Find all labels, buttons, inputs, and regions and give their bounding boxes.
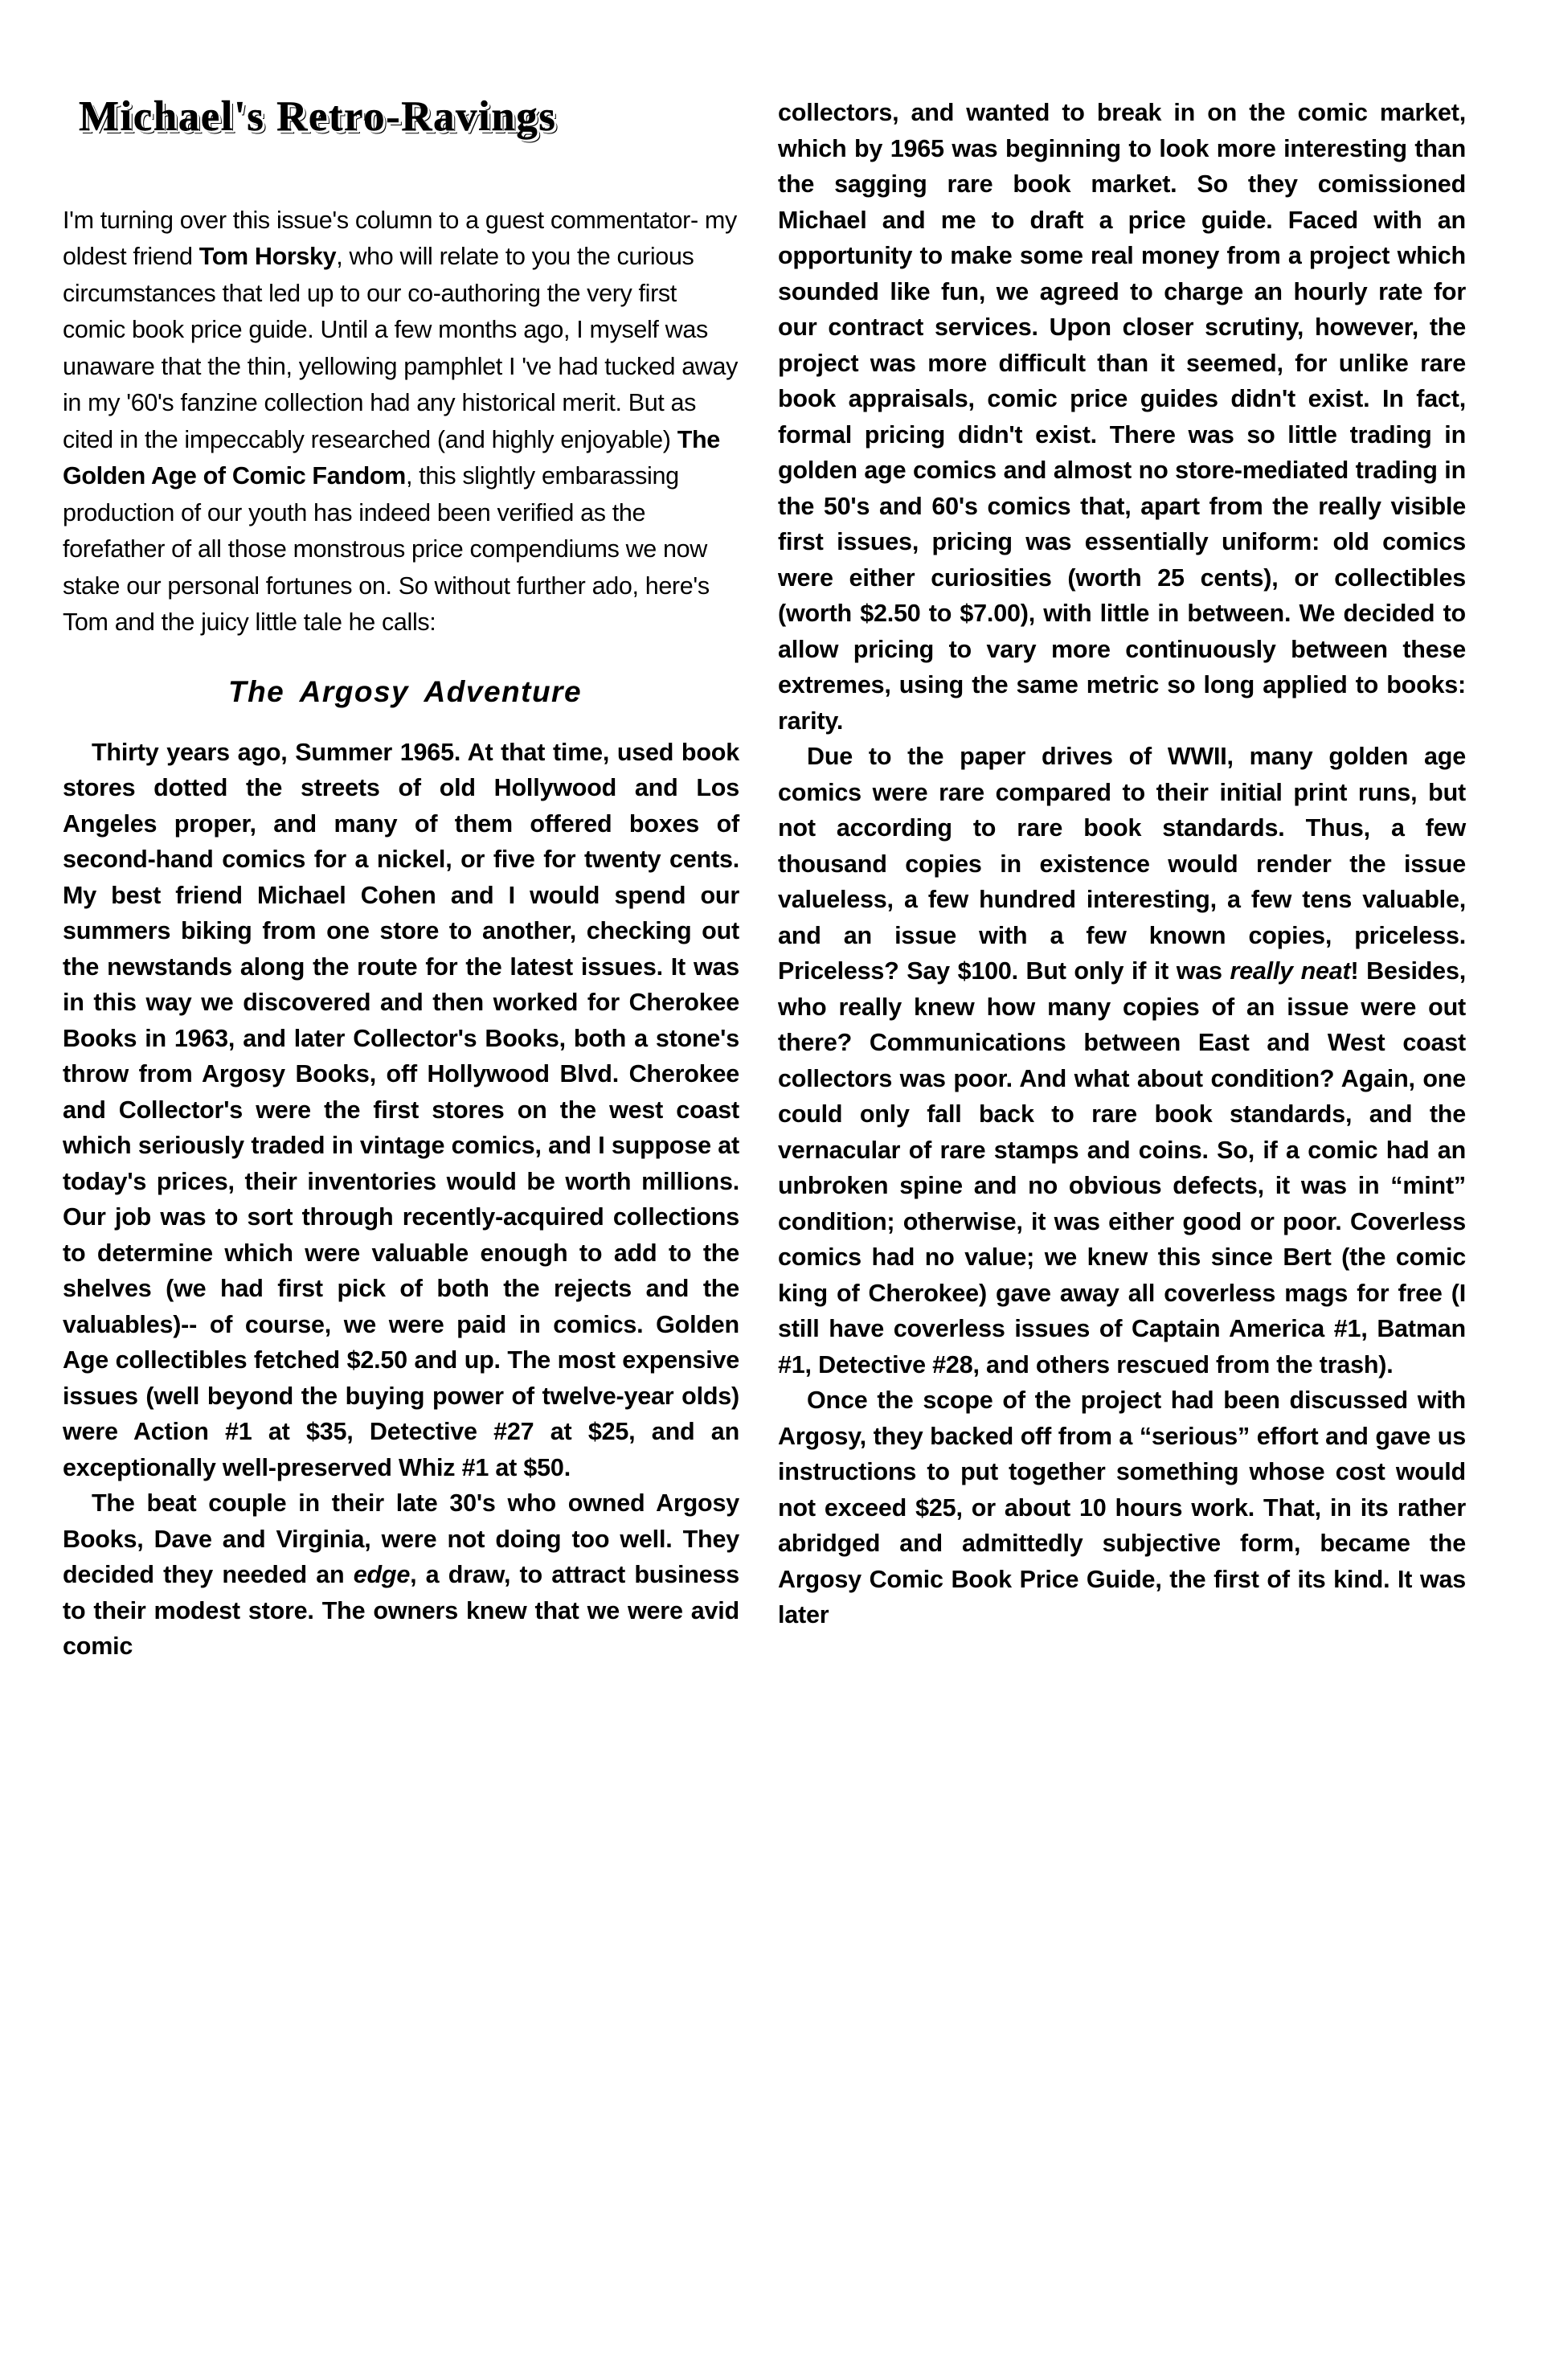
left-column [63, 95, 762, 1665]
emphasis-edge: edge [353, 1561, 411, 1589]
story-paragraph-2 [63, 1485, 739, 1665]
story-paragraph-4-part-1: Due to the paper drives of WWII, many golden age comics were rare compared to their initial print runs, but not according to rare book standards. Thus, a few thousand copies in existence would render the issue valueless, a few hundred interesting, a few tens valuable, and an issue with a few known copies, priceless. Priceless? Say $100. But only if it was [778, 743, 1466, 985]
story-paragraph-5 [778, 1383, 1466, 1633]
story-paragraph-1-text: Thirty years ago, Summer 1965. At that time, used book stores dotted the streets of old Hollywood and Los Angeles proper, and many of them offered boxes of second-hand comics for a nickel, or five for twenty cents. My best friend Michael Cohen and I would spend our summers biking from one store to another, checking out the newstands along the route for the latest issues. It was in this way we discovered and then worked for Cherokee Books in 1963, and later Collector's Books, both a stone's throw from Argosy Books, off Hollywood Blvd. Cherokee and Collector's were the first stores on the west coast which seriously traded in vintage comics, and I suppose at today's prices, their inventories would be worth millions. Our job was to sort through recently-acquired collections to determine which were valuable enough to add to the shelves (we had first pick of both the rejects and the valuables)-- of course, we were paid in comics. Golden Age collectibles fetched $2.50 and up. The most expensive issues (well beyond the buying power of twelve-year olds) were Action #1 at $35, Detective #27 at $25, and an exceptionally well-preserved Whiz #1 at $50. [63, 738, 739, 1481]
emphasis-really-neat: really neat [1230, 957, 1351, 985]
story-paragraph-4-part-2: ! Besides, who really knew how many copies of an issue were out there? Communications between East and West coast collectors was poor. And what about condition? Again, one could only fall back to rare book standards, and the vernacular of rare stamps and coins. So, if a comic had an unbroken spine and no obvious defects, it was in “mint” condition; otherwise, it was either good or poor. Coverless comics had no value; we knew this since Bert (the comic king of Cherokee) gave away all coverless mags for free (I still have coverless issues of Captain America #1, Batman #1, Detective #28, and others rescued from the trash). [778, 957, 1466, 1378]
story-paragraph-4 [778, 739, 1466, 1383]
story-paragraph-3 [778, 95, 1466, 739]
story-paragraph-3-text: collectors, and wanted to break in on the comic market, which by 1965 was beginning to look more interesting than the sagging rare book market. So they comissioned Michael and me to draft a price guide. Faced with an opportunity to make some real money from a project which sounded like fun, we agreed to charge an hourly rate for our contract services. Upon closer scrutiny, however, the project was more difficult than it seemed, for unlike rare book appraisals, comic price guides didn't exist. In fact, formal pricing didn't exist. There was so little trading in golden age comics and almost no store-mediated trading in the 50's and 60's comics that, apart from the really visible first issues, pricing was essentially uniform: old comics were either curiosities (worth 25 cents), or collectibles (worth $2.50 to $7.00), with little in between. We decided to allow pricing to vary more continuously between these extremes, using the same metric so long applied to books: rarity. [778, 99, 1466, 735]
story-paragraph-5-text: Once the scope of the project had been discussed with Argosy, they backed off from a “serious” effort and gave us instructions to put together something whose cost would not exceed $25, or about 10 hours work. That, in its rather abridged and admittedly subjective form, became the Argosy Comic Book Price Guide, the first of its kind. It was later [778, 1387, 1466, 1628]
intro-text-part-2: , who will relate to you the curious circumstances that led up to our co-authoring the very first comic book price guide. Until a few months ago, I myself was unaware that the thin, yellowing pamphlet I 've had tucked away in my '60's fanzine collection had any historical merit. But as cited in the impeccably researched (and highly enjoyable) [63, 243, 738, 453]
story-paragraph-2-part-2: , a draw, to attract business to their modest store. The owners knew that we were avid comic [63, 1561, 739, 1661]
guest-commentator-name: Tom Horsky [199, 243, 337, 271]
story-paragraph-1 [63, 735, 739, 1486]
intro-paragraph [63, 203, 739, 641]
intro-text-part-3: , this slightly embarassing production of our youth has indeed been verified as the forefather of all those monstrous price compendiums we now stake our personal fortunes on. So without further ado, here's Tom and the juicy little tale he calls: [63, 462, 710, 637]
section-heading-argosy-adventure: The Argosy Adventure [227, 674, 583, 708]
story-paragraph-2-part-1: The beat couple in their late 30's who owned Argosy Books, Dave and Virginia, were not doing too well. They decided they needed an [63, 1489, 739, 1589]
intro-text-part-1: I'm turning over this issue's column to a guest commentator- my oldest friend [63, 206, 737, 271]
right-column [762, 95, 1466, 1633]
page-title: Michael's Retro-Ravings [79, 93, 557, 140]
book-title-golden-age: The Golden Age of Comic Fandom [63, 425, 720, 490]
